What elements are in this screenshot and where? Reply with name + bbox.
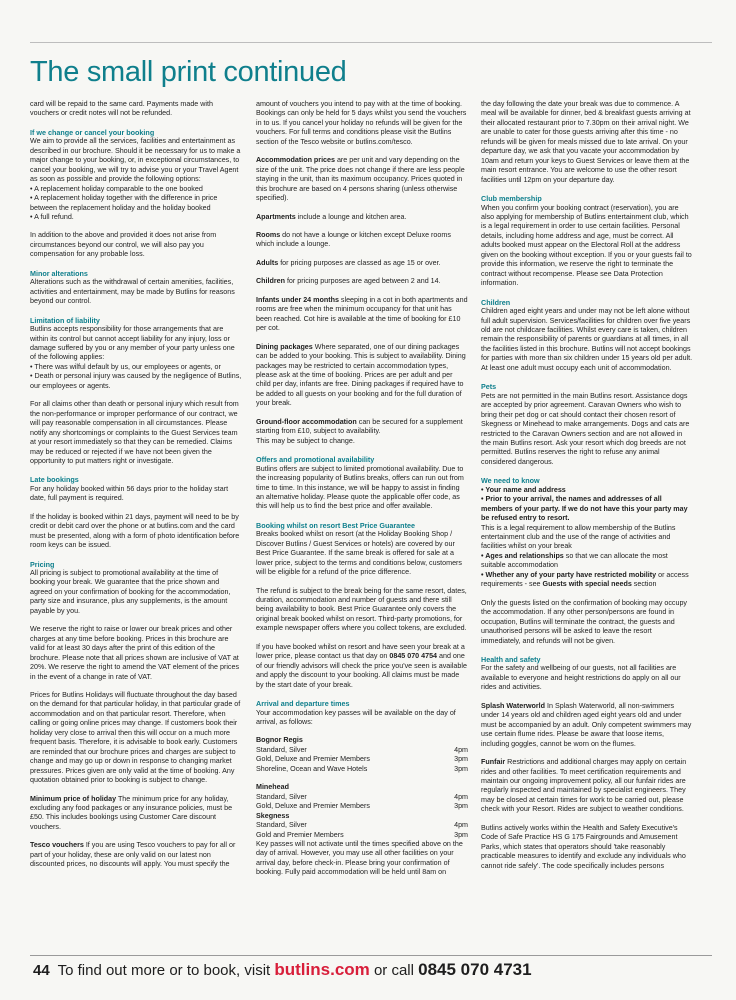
paragraph: The refund is subject to the break being for the same resort, dates, duration, accommodation and number of guests and there still being availability to book. Best Price Guarantee only covers the original break booked whilst on resort. Third-party promotions, for example newspaper offers where you collect tokens, are excluded. [256,586,467,633]
resort-name: Skegness [256,811,290,820]
website-link[interactable]: butlins.com [274,960,370,979]
paragraph-apartments: Apartments include a lounge and kitchen area. [256,212,407,221]
top-rule [30,42,712,43]
paragraph-tesco: Tesco vouchers If you are using Tesco vouchers to pay for all or part of your holiday, these are only valid on our latest non discounted prices, no discounts will apply. You must specify the [30,841,236,869]
paragraph: For all claims other than death or personal injury which result from the non-performance or improper performance of our contract, we will pay reasonable compensation in all circumstances. Please notify any shortcomings or complaints to the Guest Services team at your resort immediately so that they can be remedied. Claims may be reduced or rejected if we have not been given the opportunity to put matters right or investigate. [30,400,239,465]
schedule-row: Shoreline, Ocean and Wave Hotels 3pm [256,764,468,773]
paragraph: card will be repaid to the same card. Payments made with vouchers or credit notes will not be refunded. [30,100,213,118]
footer [33,960,532,980]
heading-we-need-to-know: We need to know [481,476,540,486]
heading-pricing: Pricing [30,559,55,569]
bullet: • Your name and address [481,485,566,494]
paragraph: Breaks booked whilst on resort (at the Holiday Booking Shop / Discover Butlins / Guest Services or hotels) are covered by our Best Price Guarantee. If the same break is offered for sale at a lower price, subject to the terms and conditions below, customers will be eligible for a refund of the price difference. [256,530,462,577]
heading-offers: Offers and promotional availability [256,455,375,465]
bullet: • There was wilful default by us, our employees or agents, or [30,362,221,371]
heading-minor-alterations: Minor alterations [30,268,88,278]
column-2 [256,100,468,887]
paragraph: This may be subject to change. [256,436,355,445]
paragraph: When you confirm your booking contract (reservation), you are also applying for membership of Butlins entertainment club, which is a legal requirement in order to use certain facilities. Personal details, including home address and age, must be correct. All adults booked must appear on the Electoral Roll at the address given on the booking without exception. If you or your guests fail to provide this information, we reserve the right to terminate the contract without recompense. Please see Data Protection information. [481,203,692,288]
paragraph-adults: Adults for pricing purposes are classed as age 15 or over. [256,258,441,267]
paragraph: In addition to the above and provided it does not arise from circumstances beyond our control, we will also pay you compensation for any probable loss. [30,231,217,259]
heading-late-bookings: Late bookings [30,475,79,485]
paragraph-rooms: Rooms do not have a lounge or kitchen except Deluxe rooms which include a lounge. [256,230,451,249]
bullet: • Prior to your arrival, the names and addresses of all members of your party. If we do not have this your party may be refused entry to resort. [481,495,688,523]
phone-number-footer: 0845 070 4731 [418,960,532,979]
paragraph: Butlins actively works within the Health and Safety Executive's Code of Safe Practice HS G 175 Fairgrounds and Amusement Parks, which states that operators should 'take reasonably practicable measures to identify and exclude any individuals who cannot ride safely'. The code specifically includes persons [481,823,686,870]
paragraph: All pricing is subject to promotional availability at the time of booking your break. We guarantee that the price shown and agreed on your confirmation of booking for the accommodation, party size and insurance, plus any supplements, is the amount payable by you. [30,569,231,615]
footer-rule [30,955,712,956]
bullet: • Whether any of your party have restricted mobility or access requirements - see Guests with special needs section [481,570,689,589]
paragraph: Only the guests listed on the confirmation of booking may occupy the accommodation. If any other person/persons are found in occupation, Butlins will terminate the contract, the guests and unauthorised persons will be asked to leave the resort immediately, and refunds will not be given. [481,598,688,645]
paragraph: Alterations such as the withdrawal of certain amenities, facilities, activities and entertainment, may be made by Butlins for reasons beyond our control. [30,278,235,306]
paragraph-ground-floor: Ground-floor accommodation can be secured for a supplement starting from £10, subject to availability. [256,417,463,436]
paragraph: For any holiday booked within 56 days prior to the holiday start date, full payment is required. [30,484,229,503]
heading-pets: Pets [481,382,497,392]
schedule-row: Gold, Deluxe and Premier Members 3pm [256,802,468,811]
heading-limitation-liability: Limitation of liability [30,315,100,325]
schedule-bognor [256,736,468,774]
paragraph: For the safety and wellbeing of our guests, not all facilities are available to everyone and height restrictions do apply on all our rides and activities. [481,664,681,692]
paragraph: Pets are not permitted in the main Butlins resort. Assistance dogs are accepted by prior agreement. Caravan Owners who wish to bring their pet dog or cat should contact their chosen resort of Skegness or Minehead to make arrangements. Dogs and cats are restricted to the Caravan Owners section and are not allowed in the main Butlins resort. Ask your resort which dog breeds are not permitted. Butlins reserves the right to refuse any animal considered dangerous. [481,391,690,466]
paragraph: If the holiday is booked within 21 days, payment will need to be by credit or debit card over the phone or at butlins.com and the card must be presented, along with a form of photo identification before room keys can be issued. [30,512,240,550]
schedule-row: Standard, Silver 4pm [256,821,468,830]
page-number: 44 [33,962,50,979]
column-1 [30,100,242,879]
schedule-row: Standard, Silver 4pm [256,745,468,754]
paragraph: the day following the date your break was due to commence. A meal will be available for dinner, bed & breakfast guests arriving at their allocated restaurant prior to 7.30pm on their arrival night. We are unable to cater for those guests arriving after this time - no refunds will be given for meals missed due to late arrival. On your departure day, we ask that you vacate your accommodation by 10am and return your keys to Guest Services or leave them at the main resort entrance. You are welcome to use the other resort facilities until 12pm on your departure day. [481,100,691,184]
bullet: • Ages and relationships so that we can allocate the most suitable accommodation [481,551,668,570]
heading-change-cancel: If we change or cancel your booking [30,127,155,137]
paragraph: We aim to provide all the services, facilities and entertainment as described in our brochure. Should it be necessary for us to make a major change to your booking, or, in exceptional circumstances, to cancel your booking, we will try to advise you or your Travel Agent as soon as possible and provide the following options: [30,137,241,184]
schedule-minehead [256,783,468,811]
paragraph: Key passes will not activate until the times specified above on the day of arrival. However, you may use all other facilities on your arrival day, before check-in. Please bring your confirmation of booking. Fully paid accommodation will be held until 8am on [256,840,463,877]
paragraph-dining: Dining packages Where separated, one of our dining packages can be added to your booking. This is subject to availability. Dining packages may be restricted to certain accommodation types, please ask at the time of booking. Prices are per adult and per child per day, infants are free. Dining packages if required have to be added to all guests on your booking and for the full duration of your break. [256,342,466,408]
schedule-row: Gold, Deluxe and Premier Members 3pm [256,755,468,764]
paragraph-funfair: Funfair Restrictions and additional charges may apply on certain rides and other facilities. To meet certification requirements and maintain our ongoing improvement policy, all our funfair rides are regularly inspected and maintained by specialist engineers. They may be closed at certain times for work to be carried out, please check with your Resort. Rides are subject to weather conditions. [481,758,687,814]
paragraph: Butlins accepts responsibility for those arrangements that are within its control but cannot accept liability for any injury, loss or damage suffered by you or any member of your party unless one of the following applies: [30,325,235,362]
paragraph-accommodation: Accommodation prices are per unit and vary depending on the size of the unit. The price does not change if there are less people staying in the unit, than its maximum occupancy. Prices quoted in this brochure are based on 4 persons sharing (unless otherwise specified). [256,156,465,203]
phone-number: 0845 070 4754 [389,652,438,661]
paragraph-min-price: Minimum price of holiday The minimum price for any holiday, excluding any food packages or any insurance policies, must be £50. This includes bookings using Customer Care discount vouchers. [30,794,233,831]
resort-name: Bognor Regis [256,736,303,745]
page-title: The small print continued [30,56,347,88]
paragraph: Your accommodation key passes will be available on the day of arrival, as follows: [256,708,456,727]
bullet: • A full refund. [30,212,74,221]
column-3 [481,100,693,880]
bullet: • A replacement holiday together with the difference in price between the replacement holiday and the holiday booked [30,194,218,212]
schedule-row: Gold and Premier Members 3pm [256,830,468,839]
footer-mid: or call [369,962,419,979]
footer-lead: To find out more or to book, visit [57,962,275,979]
paragraph-infants: Infants under 24 months sleeping in a cot in both apartments and rooms are free when the minimum occupancy for that unit has been reached. Cot hire is available at the time of booking for £10 per cot. [256,295,468,333]
bullet: • Death or personal injury was caused by the negligence of Butlins, our employees or agents. [30,372,242,390]
paragraph-children: Children for pricing purposes are aged between 2 and 14. [256,277,441,286]
schedule-row: Standard, Silver 4pm [256,792,468,801]
paragraph-splash: Splash Waterworld In Splash Waterworld, all non-swimmers under 14 years old and children aged eight years old and under must be accompanied by an adult. Only competent swimmers may use certain flume rides. Please be aware that loose items, including goggles, cannot be worn on the flumes. [481,701,692,748]
bullet: • A replacement holiday comparable to the one booked [30,184,203,193]
paragraph: Children aged eight years and under may not be left alone without full adult supervision. Services/facilities for children over five years old are not childcare facilities. Whilst every care is taken, children remain the responsibility of parents or guardians at all times, in all the facilities listed in this brochure. Butlins will not accept bookings for parties with more than six children under 15 years old per adult. At least one adult must occupy each unit of accommodation. [481,307,693,372]
heading-best-price-guarantee: Booking whilst on resort Best Price Guarantee [256,520,415,530]
heading-arrival: Arrival and departure times [256,699,350,709]
resort-name: Minehead [256,783,289,792]
heading-children: Children [481,297,511,307]
paragraph: Prices for Butlins Holidays will fluctuate throughout the day based on the demand for that particular holiday, in that particular grade of accommodation and on that particular resort. Therefore, when calling or going online prices may change. If customers book their holiday very close to arrival then this will occur on a much more frequent basis. Therefore, it is advisable to book early. Customers are reminded that our brochure prices and charges are subject to change and may go up or down in response to changing market pressures. Prices given are only valid at the time of booking. Any quotation obtained prior to booking is subject to change. [30,691,241,785]
heading-health-safety: Health and safety [481,655,541,665]
schedule-skegness [256,812,468,840]
heading-club-membership: Club membership [481,194,542,204]
paragraph: We reserve the right to raise or lower our break prices and other charges at any time before booking. Prices in this brochure are valid for at least 30 days after the print of this edition of the brochure. Please note that all prices shown are inclusive of VAT at 20%. We reserve the right to amend the VAT element of the prices in the event of a change in rate of VAT. [30,625,240,681]
paragraph: Butlins offers are subject to limited promotional availability. Due to the increasing popularity of Butlins breaks, offers can run out from time to time. In this instance, we will be happy to assist in finding an alternative holiday. Please quote the applicable offer code, as this will help us to find the best price and offer available. [256,464,464,511]
paragraph: amount of vouchers you intend to pay with at the time of booking. Bookings can only be held for 5 days whilst you send the vouchers in to us. If you cancel your holiday no refunds will be given for the vouchers. For full terms and conditions please visit the Butlins section of the Tesco website or butlins.com/tesco. [256,100,467,146]
paragraph: This is a legal requirement to allow membership of the Butlins entertainment club and the use of the range of activities and facilities whilst on your break [481,523,676,551]
paragraph-bpg-contact: If you have booked whilst on resort and have seen your break at a lower price, please contact us that day on 0845 070 4754 and one of our friendly advisors will check the price you've seen is available and apply the discount to your booking. All claims must be made by the start date of your break. [256,642,467,689]
